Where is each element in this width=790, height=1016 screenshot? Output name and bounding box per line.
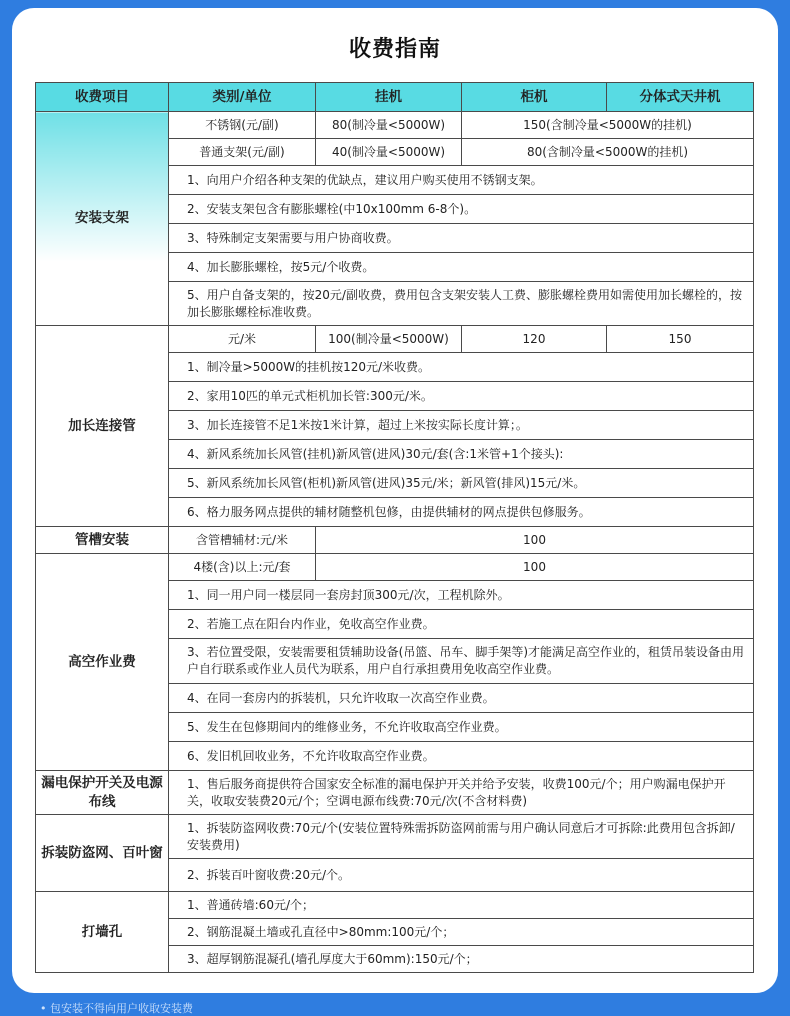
duct-price: 100	[316, 527, 754, 554]
table-row	[36, 771, 754, 815]
note: 1、同一用户同一楼层同一套房封顶300元/次，工程机除外。	[169, 581, 754, 610]
hang-price: 100(制冷量<5000W)	[316, 326, 462, 353]
note: 5、用户自备支架的，按20元/副收费，费用包含支架安装人工费、膨胀螺栓费用如需使用加长螺栓的，按加长膨胀螺栓标准收费。	[169, 282, 754, 326]
note: 5、发生在包修期间内的维修业务，不允许收取高空作业费。	[169, 713, 754, 742]
note: 2、家用10匹的单元式柜机加长管:300元/米。	[169, 382, 754, 411]
unit-cell: 元/米	[169, 326, 316, 353]
note: 5、新风系统加长风管(柜机)新风管(进风)35元/米；新风管(排风)15元/米。	[169, 469, 754, 498]
header-cabinet: 柜机	[462, 83, 607, 112]
note: 1、向用户介绍各种支架的优缺点，建议用户购买使用不锈钢支架。	[169, 166, 754, 195]
category-install: 安装支架	[36, 112, 169, 326]
note: 1、拆装防盗网收费:70元/个(安装位置特殊需拆防盗网前需与用户确认同意后才可拆除:此费用包含拆卸/安装费用)	[169, 815, 754, 859]
table-row	[36, 554, 754, 581]
header-ceiling: 分体式天井机	[607, 83, 754, 112]
page-title: 收费指南	[348, 37, 441, 62]
note: 1、普通砖墙:60元/个；	[169, 892, 754, 919]
fee-table	[35, 82, 754, 973]
category-guard: 拆装防盗网、百叶窗	[36, 815, 169, 892]
note: 2、拆装百叶窗收费:20元/个。	[169, 859, 754, 892]
high-price: 100	[316, 554, 754, 581]
category-high: 高空作业费	[36, 554, 169, 771]
note: 3、特殊制定支架需要与用户协商收费。	[169, 224, 754, 253]
header-unit: 类别/单位	[169, 83, 316, 112]
note: 2、安装支架包含有膨胀螺栓(中10x100mm 6-8个)。	[169, 195, 754, 224]
note: 1、制冷量>5000W的挂机按120元/米收费。	[169, 353, 754, 382]
note: 2、钢筋混凝土墙或孔直径中>80mm:100元/个；	[169, 919, 754, 946]
table-row	[36, 112, 754, 139]
note: 3、加长连接管不足1米按1米计算，超过上米按实际长度计算；。	[169, 411, 754, 440]
note: 6、发旧机回收业务，不允许收取高空作业费。	[169, 742, 754, 771]
note: 1、售后服务商提供符合国家安全标准的漏电保护开关并给予安装，收费100元/个；用户购漏电保护开关，收取安装费20元/个；空调电源布线费:70元/次(不含材料费)	[169, 771, 754, 815]
unit-cell: 4楼(含)以上:元/套	[169, 554, 316, 581]
header-hang: 挂机	[316, 83, 462, 112]
cabinet-price: 120	[462, 326, 607, 353]
note: 3、若位置受限，安装需要租赁辅助设备(吊篮、吊车、脚手架等)才能满足高空作业的，租赁吊装设备由用户自行联系或作业人员代为联系，用户自行承担费用免收高空作业费。	[169, 639, 754, 684]
unit-cell: 含管槽辅材:元/米	[169, 527, 316, 554]
unit-cell: 不锈钢(元/副)	[169, 112, 316, 139]
category-pipe: 加长连接管	[36, 326, 169, 527]
hang-price: 80(制冷量<5000W)	[316, 112, 462, 139]
note: 4、加长膨胀螺栓，按5元/个收费。	[169, 253, 754, 282]
other-price: 80(含制冷量<5000W的挂机)	[462, 139, 754, 166]
footer-note: • 包安装不得向用户收取安装费	[40, 1002, 193, 1015]
category-wall: 打墙孔	[36, 892, 169, 973]
note: 2、若施工点在阳台内作业，免收高空作业费。	[169, 610, 754, 639]
table-row	[36, 815, 754, 859]
ceiling-price: 150	[607, 326, 754, 353]
table-row	[36, 892, 754, 919]
category-duct: 管槽安装	[36, 527, 169, 554]
table-row	[36, 527, 754, 554]
note: 3、超厚钢筋混凝孔(墙孔厚度大于60mm):150元/个；	[169, 946, 754, 973]
header-item: 收费项目	[36, 83, 169, 112]
other-price: 150(含制冷量<5000W的挂机)	[462, 112, 754, 139]
category-leak: 漏电保护开关及电源布线	[36, 771, 169, 815]
table-row	[36, 326, 754, 353]
hang-price: 40(制冷量<5000W)	[316, 139, 462, 166]
unit-cell: 普通支架(元/副)	[169, 139, 316, 166]
fee-guide-card	[12, 8, 778, 993]
table-header-row	[36, 83, 754, 112]
note: 6、格力服务网点提供的辅材随整机包修，由提供辅材的网点提供包修服务。	[169, 498, 754, 527]
note: 4、新风系统加长风管(挂机)新风管(进风)30元/套(含:1米管+1个接头):	[169, 440, 754, 469]
note: 4、在同一套房内的拆装机，只允许收取一次高空作业费。	[169, 684, 754, 713]
